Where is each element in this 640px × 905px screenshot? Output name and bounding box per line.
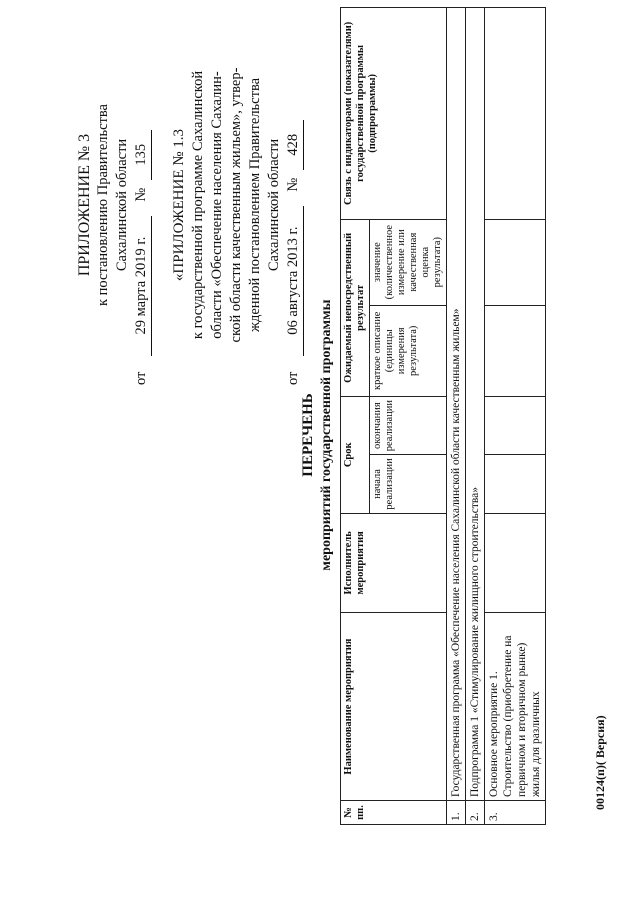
row-cell: [485, 8, 546, 220]
header-result-value: значение (количественное измерение или качественная оценка результата): [370, 219, 447, 305]
header-executor: Исполнитель мероприятия: [341, 513, 447, 612]
appendix-1-3-title: «ПРИЛОЖЕНИЕ № 1.3: [171, 128, 187, 282]
header-link: Связь с индикаторами (показателями) государственной программы (подпрограммы): [341, 8, 447, 220]
appendix-1-3-date: 06 августа 2013 г.: [284, 206, 304, 356]
appendix-3-title: ПРИЛОЖЕНИЕ № 3: [76, 133, 93, 277]
row-text: Государственная программа «Обеспечение населения Сахалинской области качественным жильем»: [447, 8, 466, 801]
table-row: [485, 8, 546, 825]
table-row: [447, 8, 466, 825]
header-num: № пп.: [341, 801, 447, 825]
table-row: [466, 8, 485, 825]
appendix-1-3-num: 428: [284, 120, 304, 170]
appendix-1-3-date-prefix: от: [285, 371, 301, 385]
row-cell: [485, 219, 546, 305]
appendix-1-3-line2: области «Обеспечение населения Сахалин-: [209, 71, 225, 339]
row-cell: [485, 455, 546, 513]
appendix-3-num-prefix: №: [133, 187, 149, 202]
appendix-1-3-line3: ской области качественным жильем», утвер-: [228, 67, 244, 343]
document-footer: 00124(п)( Версия): [593, 715, 607, 810]
row-text: Основное мероприятие 1. Строительство (приобретение на первичном и вторичном рынке) жилья для различных: [485, 613, 546, 801]
row-num: 3.: [485, 801, 546, 825]
row-num: 1.: [447, 801, 466, 825]
appendix-3-date-prefix: от: [133, 371, 149, 385]
row-cell: [485, 305, 546, 396]
appendix-1-3-block: [170, 25, 304, 385]
appendix-1-3-num-prefix: №: [285, 177, 301, 192]
appendix-3-num: 135: [132, 130, 152, 180]
row-cell: [485, 513, 546, 612]
header-result-desc: краткое описание (единицы измерения результата): [370, 305, 447, 396]
appendix-1-3-line1: к государственной программе Сахалинской: [190, 70, 206, 340]
table-header-row: [341, 8, 370, 825]
appendix-1-3-line5: Сахалинской области: [266, 138, 282, 272]
row-text: Подпрограмма 1 «Стимулирование жилищного строительства»: [466, 8, 485, 801]
header-term-start: начала реализации: [370, 455, 447, 513]
appendix-3-line2: Сахалинской области: [114, 138, 130, 272]
appendix-1-3-line4: жденной постановлением Правительства: [247, 77, 263, 333]
header-result: Ожидаемый непосредственный результат: [341, 219, 370, 396]
measures-table: [340, 7, 546, 825]
row-num: 2.: [466, 801, 485, 825]
appendix-3-line1: к постановлению Правительства: [95, 104, 111, 306]
document-title: ПЕРЕЧЕНЬ: [300, 393, 316, 477]
appendix-3-block: [75, 25, 152, 385]
header-term: Срок: [341, 396, 370, 513]
row-cell: [485, 396, 546, 454]
document-subtitle: мероприятий государственной программы: [319, 299, 334, 571]
appendix-3-date: 29 марта 2019 г.: [132, 216, 152, 356]
appendix-3-date-row: [132, 25, 152, 385]
header-term-end: окончания реализации: [370, 396, 447, 454]
header-name: Наименование мероприятия: [341, 613, 447, 801]
